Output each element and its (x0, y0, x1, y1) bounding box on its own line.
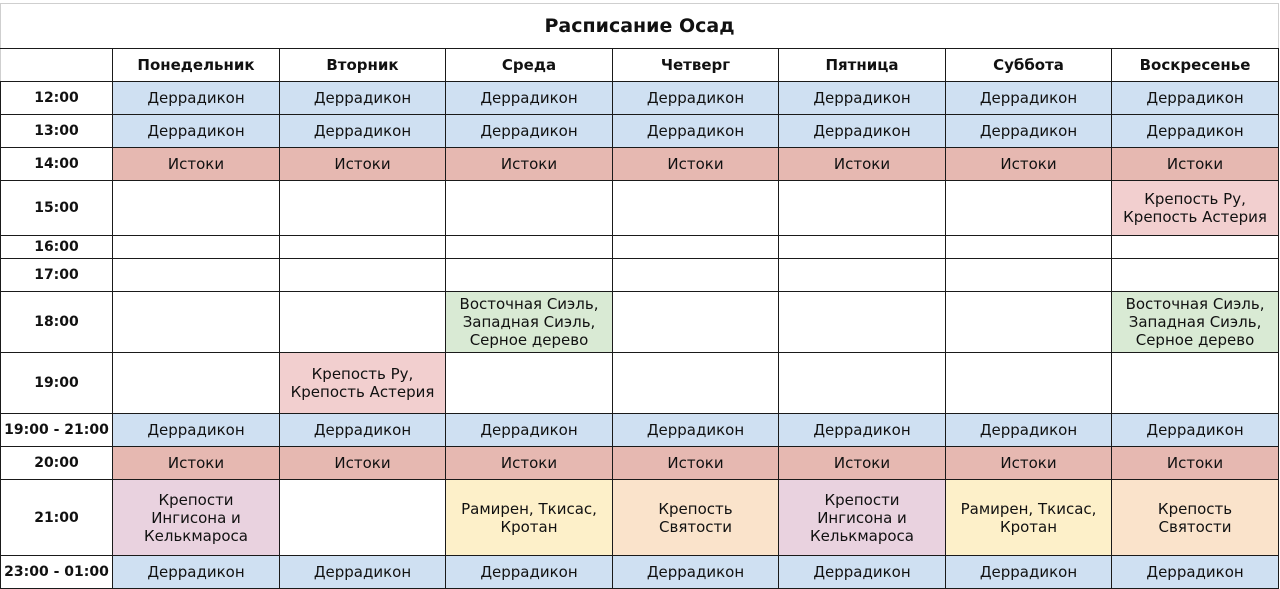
empty-cell (280, 292, 446, 353)
siege-event-cell: Истоки (113, 148, 280, 181)
day-header-tuesday: Вторник (280, 49, 446, 82)
siege-event-cell: Деррадикон (613, 82, 779, 115)
day-header-row (1, 49, 1279, 82)
schedule-row (1, 292, 1279, 353)
siege-event-cell: Деррадикон (779, 556, 946, 589)
empty-cell (1112, 236, 1279, 259)
schedule-row (1, 447, 1279, 480)
schedule-row (1, 353, 1279, 414)
empty-cell (613, 259, 779, 292)
time-slot-cell: 16:00 (1, 236, 113, 259)
siege-event-cell: Крепость Святости (1112, 480, 1279, 556)
time-slot-cell: 13:00 (1, 115, 113, 148)
siege-event-cell: Деррадикон (446, 414, 613, 447)
empty-cell (946, 353, 1112, 414)
siege-event-cell: Деррадикон (1112, 115, 1279, 148)
siege-event-cell: Деррадикон (613, 414, 779, 447)
empty-cell (1112, 353, 1279, 414)
empty-cell (779, 353, 946, 414)
empty-cell (779, 236, 946, 259)
time-slot-cell: 19:00 - 21:00 (1, 414, 113, 447)
schedule-row (1, 414, 1279, 447)
schedule-row (1, 556, 1279, 589)
time-slot-cell: 14:00 (1, 148, 113, 181)
siege-schedule-table (0, 3, 1279, 589)
schedule-title: Расписание Осад (1, 4, 1279, 49)
siege-event-cell: Деррадикон (613, 115, 779, 148)
siege-event-cell: Деррадикон (280, 414, 446, 447)
siege-event-cell: Деррадикон (113, 82, 280, 115)
siege-event-cell: Деррадикон (1112, 82, 1279, 115)
empty-cell (113, 353, 280, 414)
time-slot-cell: 12:00 (1, 82, 113, 115)
empty-cell (613, 353, 779, 414)
siege-event-cell: Деррадикон (946, 414, 1112, 447)
empty-cell (613, 181, 779, 236)
siege-event-cell: Истоки (946, 447, 1112, 480)
time-slot-cell: 23:00 - 01:00 (1, 556, 113, 589)
siege-event-cell: Истоки (613, 148, 779, 181)
siege-event-cell: Рамирен, Ткисас, Кротан (446, 480, 613, 556)
siege-event-cell: Крепость Святости (613, 480, 779, 556)
siege-event-cell: Истоки (1112, 148, 1279, 181)
siege-event-cell: Истоки (613, 447, 779, 480)
siege-event-cell: Деррадикон (779, 115, 946, 148)
corner-cell (1, 49, 113, 82)
siege-event-cell: Крепости Ингисона и Келькмароса (113, 480, 280, 556)
siege-event-cell: Деррадикон (446, 115, 613, 148)
siege-event-cell: Истоки (779, 447, 946, 480)
siege-event-cell: Деррадикон (280, 556, 446, 589)
siege-event-cell: Деррадикон (1112, 556, 1279, 589)
empty-cell (113, 236, 280, 259)
empty-cell (280, 236, 446, 259)
empty-cell (779, 181, 946, 236)
empty-cell (280, 181, 446, 236)
siege-event-cell: Деррадикон (446, 556, 613, 589)
siege-event-cell: Деррадикон (113, 115, 280, 148)
time-slot-cell: 19:00 (1, 353, 113, 414)
empty-cell (280, 480, 446, 556)
siege-event-cell: Восточная Сиэль, Западная Сиэль, Серное дерево (446, 292, 613, 353)
siege-event-cell: Восточная Сиэль, Западная Сиэль, Серное дерево (1112, 292, 1279, 353)
empty-cell (446, 236, 613, 259)
time-slot-cell: 20:00 (1, 447, 113, 480)
siege-event-cell: Истоки (1112, 447, 1279, 480)
siege-event-cell: Истоки (280, 148, 446, 181)
siege-event-cell: Крепость Ру, Крепость Астерия (1112, 181, 1279, 236)
time-slot-cell: 18:00 (1, 292, 113, 353)
siege-event-cell: Деррадикон (113, 556, 280, 589)
day-header-thursday: Четверг (613, 49, 779, 82)
day-header-monday: Понедельник (113, 49, 280, 82)
title-row (1, 4, 1279, 49)
empty-cell (946, 292, 1112, 353)
time-slot-cell: 21:00 (1, 480, 113, 556)
siege-event-cell: Деррадикон (946, 556, 1112, 589)
empty-cell (113, 259, 280, 292)
siege-event-cell: Деррадикон (280, 82, 446, 115)
empty-cell (113, 181, 280, 236)
empty-cell (946, 181, 1112, 236)
time-slot-cell: 17:00 (1, 259, 113, 292)
siege-event-cell: Деррадикон (946, 82, 1112, 115)
siege-event-cell: Крепости Ингисона и Келькмароса (779, 480, 946, 556)
schedule-row (1, 236, 1279, 259)
empty-cell (446, 259, 613, 292)
empty-cell (613, 292, 779, 353)
siege-event-cell: Истоки (946, 148, 1112, 181)
siege-event-cell: Истоки (446, 148, 613, 181)
siege-event-cell: Истоки (113, 447, 280, 480)
empty-cell (946, 259, 1112, 292)
siege-event-cell: Истоки (779, 148, 946, 181)
schedule-row (1, 259, 1279, 292)
empty-cell (779, 259, 946, 292)
schedule-row (1, 115, 1279, 148)
siege-event-cell: Деррадикон (280, 115, 446, 148)
siege-event-cell: Деррадикон (779, 82, 946, 115)
siege-event-cell: Деррадикон (779, 414, 946, 447)
siege-event-cell: Истоки (280, 447, 446, 480)
siege-event-cell: Крепость Ру, Крепость Астерия (280, 353, 446, 414)
siege-event-cell: Деррадикон (113, 414, 280, 447)
empty-cell (113, 292, 280, 353)
schedule-body (1, 82, 1279, 589)
schedule-row (1, 480, 1279, 556)
siege-event-cell: Истоки (446, 447, 613, 480)
day-header-sunday: Воскресенье (1112, 49, 1279, 82)
schedule-row (1, 82, 1279, 115)
siege-event-cell: Рамирен, Ткисас, Кротан (946, 480, 1112, 556)
empty-cell (446, 181, 613, 236)
siege-event-cell: Деррадикон (446, 82, 613, 115)
day-header-friday: Пятница (779, 49, 946, 82)
empty-cell (779, 292, 946, 353)
siege-event-cell: Деррадикон (946, 115, 1112, 148)
day-header-wednesday: Среда (446, 49, 613, 82)
empty-cell (280, 259, 446, 292)
empty-cell (446, 353, 613, 414)
siege-event-cell: Деррадикон (613, 556, 779, 589)
empty-cell (613, 236, 779, 259)
siege-event-cell: Деррадикон (1112, 414, 1279, 447)
time-slot-cell: 15:00 (1, 181, 113, 236)
schedule-row (1, 181, 1279, 236)
day-header-saturday: Суббота (946, 49, 1112, 82)
empty-cell (946, 236, 1112, 259)
empty-cell (1112, 259, 1279, 292)
schedule-row (1, 148, 1279, 181)
